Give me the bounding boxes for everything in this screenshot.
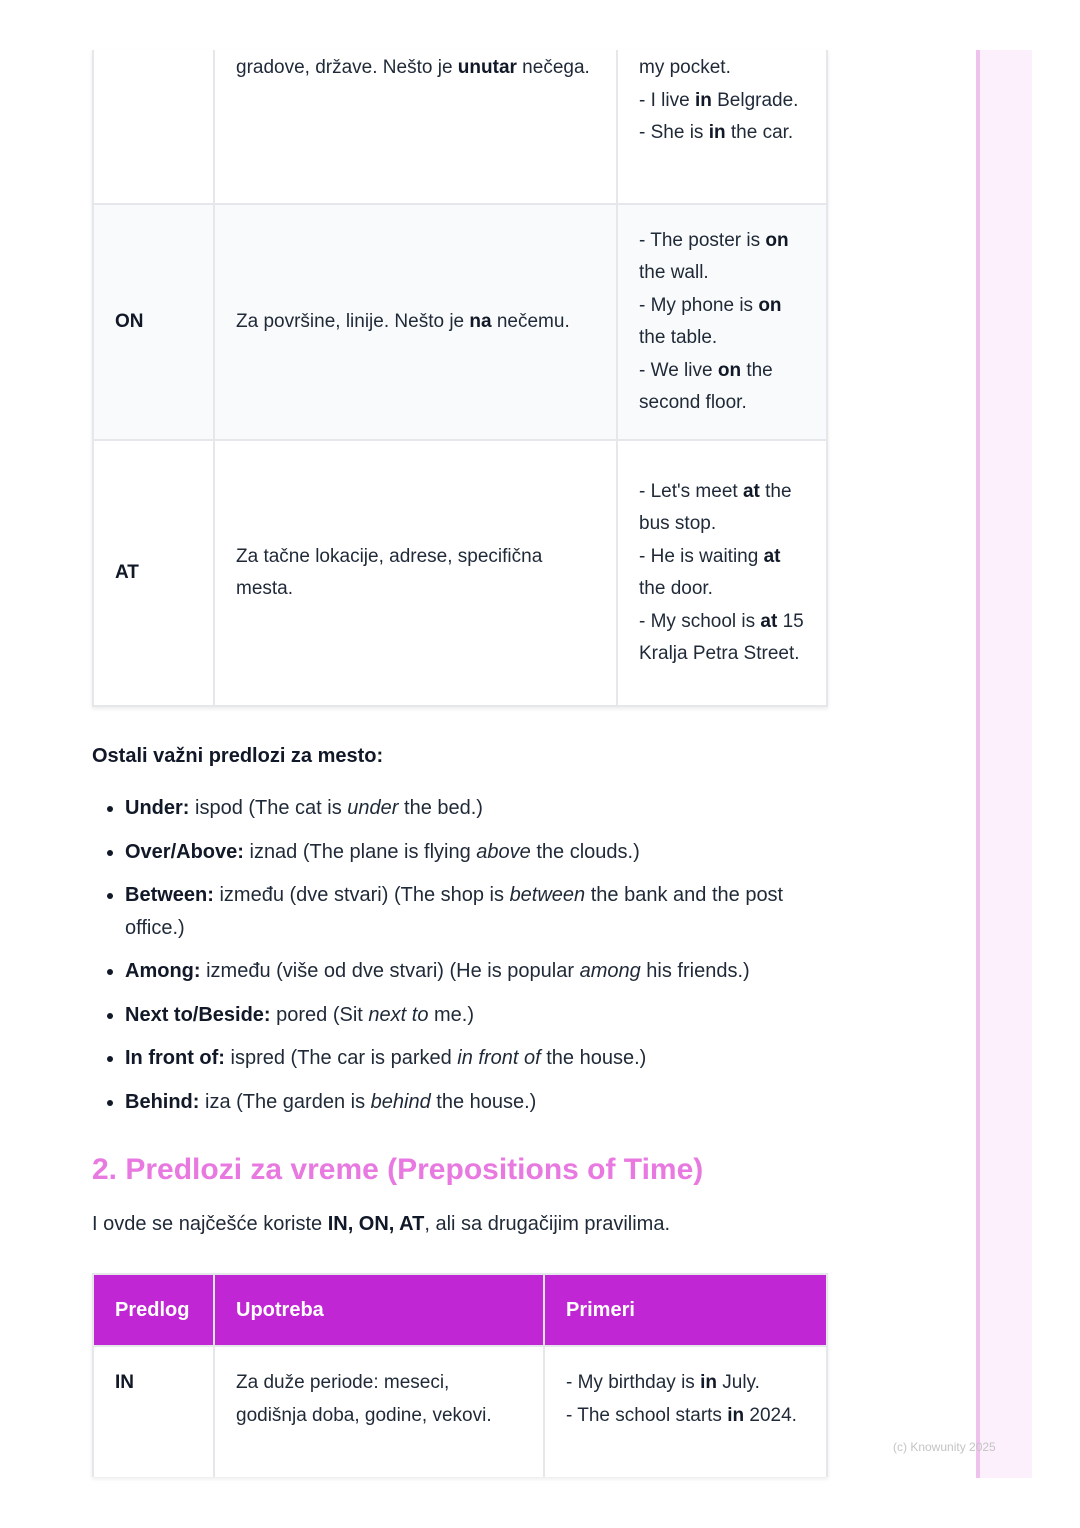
term: Between: [125,884,214,906]
table-row [93,1346,827,1477]
example-word: next to [368,1003,429,1026]
usage-cell: gradove, države. Nešto je unutar nečega. [214,50,617,204]
examples-cell [617,440,827,706]
meaning-tail: his friends.) [640,960,750,982]
example-word: under [347,797,399,819]
meaning: između (više od dve stvari) (He is popular [200,960,580,982]
prepositions-place-table [92,50,828,707]
other-prepositions-heading: Ostali važni predlozi za mesto: [92,745,384,767]
meaning-tail: the clouds.) [530,840,640,863]
meaning-tail: the house.) [540,1047,647,1069]
example-line: - Let's meet at the bus stop. [639,480,792,534]
document-content [92,50,826,1477]
copyright-footer: (c) Knowunity 2025 [893,1440,996,1454]
example-word: above [476,840,531,863]
meaning: između (dve stvari) (The shop is [213,884,510,906]
examples-cell [544,1346,827,1477]
term: Among: [125,960,201,982]
meaning-tail: the house.) [430,1090,537,1113]
example-line: my pocket. [639,57,731,78]
preposition-cell: IN [93,1346,214,1477]
list-item [125,836,826,869]
example-word: in front of [457,1047,541,1069]
term: Behind: [125,1090,200,1113]
meaning-tail: the bed.) [398,797,483,819]
example-line: - My phone is on the table. [639,294,782,348]
other-prepositions-list [92,792,826,1118]
examples-cell [617,204,827,440]
preposition-cell [93,50,214,204]
usage-cell: Za duže periode: meseci, godišnja doba, godine, vekovi. [214,1346,544,1477]
meaning: iza (The garden is [199,1090,371,1113]
list-item [125,999,826,1032]
column-header-primeri: Primeri [544,1274,827,1346]
column-header-predlog: Predlog [93,1274,214,1346]
term: In front of: [125,1047,225,1069]
example-line: - We live on the second floor. [639,359,773,413]
table-header-row [93,1274,827,1346]
term: Under: [125,797,190,819]
example-word: between [509,884,586,906]
example-line: - The poster is on the wall. [639,229,789,283]
list-item [125,955,826,988]
example-line: - My birthday is in July. [566,1372,760,1393]
list-item [125,879,826,944]
section-heading: 2. Predlozi za vreme (Prepositions of Time) [92,1153,704,1186]
example-line: - I live in Belgrade. [639,89,799,111]
preposition-cell: AT [93,440,214,706]
example-line: - She is in the car. [639,122,794,143]
list-item [125,1042,826,1075]
example-line: - The school starts in 2024. [566,1404,797,1426]
example-line: - He is waiting at the door. [639,545,781,599]
examples-cell [617,50,827,204]
column-header-upotreba: Upotreba [214,1274,544,1346]
meaning: pored (Sit [270,1003,369,1026]
term: Next to/Beside: [125,1003,271,1026]
list-item [125,792,826,825]
table-row [93,50,827,204]
usage-cell: Za površine, linije. Nešto je na nečemu. [214,204,617,440]
preposition-cell: ON [93,204,214,440]
usage-cell: Za tačne lokacije, adrese, specifična mesta. [214,440,617,706]
meaning: ispod (The cat is [189,797,348,819]
term: Over/Above: [125,840,244,863]
list-item [125,1086,826,1119]
meaning-tail: me.) [428,1003,475,1026]
meaning: ispred (The car is parked [224,1047,458,1069]
page-side-line [976,50,980,1478]
section-intro: I ovde se najčešće koriste IN, ON, AT, ali sa drugačijim pravilima. [92,1213,670,1235]
example-word: among [579,960,641,982]
example-line: - My school is at 15 Kralja Petra Street. [639,610,804,664]
table-row [93,204,827,440]
example-word: behind [370,1090,431,1113]
meaning-tail: the bank and the post office.) [125,884,784,939]
prepositions-time-table [92,1273,828,1477]
table-row [93,440,827,706]
meaning: iznad (The plane is flying [243,840,477,863]
page-side-strip [976,50,1032,1478]
